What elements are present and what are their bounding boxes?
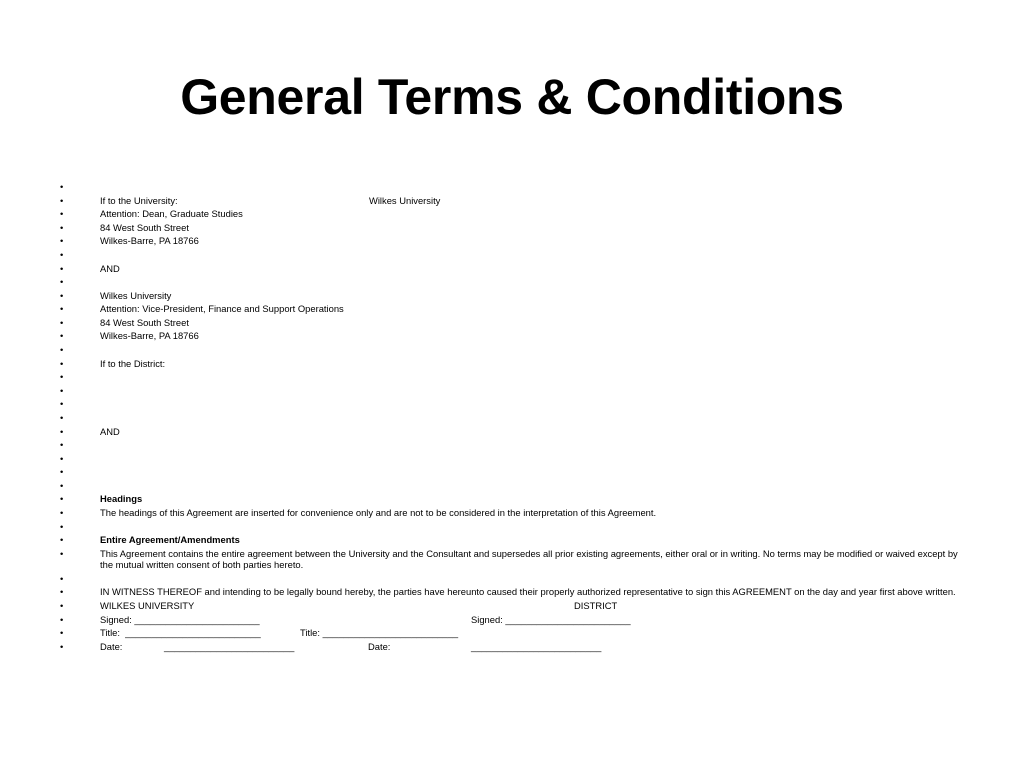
list-item-empty: •: [60, 344, 64, 356]
if-university-label: If to the University:: [100, 194, 178, 206]
university-name-2: Wilkes University: [100, 289, 172, 301]
list-item-street-1: • 84 West South Street: [60, 221, 189, 233]
list-item-empty: •: [60, 181, 64, 192]
list-item-and-1: • AND: [60, 262, 120, 274]
list-item-empty: •: [60, 371, 64, 383]
date-right-line: _________________________: [471, 640, 602, 652]
list-item-empty: •: [60, 466, 64, 478]
list-item-city-1: • Wilkes-Barre, PA 18766: [60, 235, 199, 247]
list-item-city-2: • Wilkes-Barre, PA 18766: [60, 330, 199, 342]
list-item-signed: • Signed: ________________________ Signed: ________________________: [60, 613, 631, 625]
list-item-date: • Date: _________________________ Date: _________________________: [60, 640, 602, 652]
list-item-entire-agreement-text: • This Agreement contains the entire agreement between the University and the Consultant and supersedes all prior existing agreements, either oral or in writing. No terms may be modified or waived except by the mutual written consent of both parties hereto.: [60, 547, 958, 571]
list-item-title: • Title: __________________________ Title: __________________________: [60, 627, 459, 639]
date-left-line: _________________________: [164, 640, 295, 652]
title-right: Title: __________________________: [300, 627, 459, 639]
list-item-empty: •: [60, 384, 64, 396]
list-item-entire-agreement-title: • Entire Agreement/Amendments: [60, 534, 240, 546]
city-address-2: Wilkes-Barre, PA 18766: [100, 330, 199, 342]
signed-right: Signed: ________________________: [471, 613, 631, 625]
terms-bullet-list: [60, 181, 960, 655]
and-separator-1: AND: [100, 262, 120, 274]
headings-heading: Headings: [100, 493, 143, 505]
list-item-parties: • WILKES UNIVERSITY DISTRICT: [60, 600, 618, 612]
signed-left: Signed: ________________________: [100, 613, 260, 625]
and-separator-2: AND: [100, 425, 120, 437]
list-item-empty: •: [60, 411, 64, 423]
list-item-if-district: • If to the District:: [60, 357, 166, 369]
list-item-street-2: • 84 West South Street: [60, 316, 189, 328]
if-district-label: If to the District:: [100, 357, 166, 369]
date-left-label: Date:: [100, 640, 123, 652]
list-item-empty: •: [60, 439, 64, 451]
witness-text: IN WITNESS THEREOF and intending to be legally bound hereby, the parties have hereunto caused their properly authorized representative to sign this AGREEMENT on the day and year first above written.: [100, 586, 956, 598]
party-left: WILKES UNIVERSITY: [100, 600, 195, 612]
list-item-empty: •: [60, 572, 64, 584]
headings-text: The headings of this Agreement are inserted for convenience only and are not to be considered in the interpretation of this Agreement.: [100, 507, 657, 519]
street-address-1: 84 West South Street: [100, 221, 189, 233]
list-item-empty: •: [60, 520, 64, 532]
entire-agreement-heading: Entire Agreement/Amendments: [100, 534, 240, 546]
entire-agreement-text: This Agreement contains the entire agreement between the University and the Consultant and supersedes all prior existing agreements, either oral or in writing. No terms may be modified or waived except by the mutual written consent of both parties hereto.: [100, 547, 958, 571]
list-item-university-2: • Wilkes University: [60, 289, 172, 301]
list-item-empty: •: [60, 248, 64, 260]
list-item-attention-vp: • Attention: Vice-President, Finance and Support Operations: [60, 303, 344, 315]
attention-dean: Attention: Dean, Graduate Studies: [100, 208, 243, 220]
list-item-headings-text: • The headings of this Agreement are inserted for convenience only and are not to be considered in the interpretation of this Agreement.: [60, 507, 657, 519]
list-item-empty: •: [60, 276, 64, 288]
slide-title: General Terms & Conditions: [180, 69, 844, 125]
university-name: Wilkes University: [369, 194, 441, 206]
list-item-headings-title: • Headings: [60, 493, 143, 505]
list-item-witness: • IN WITNESS THEREOF and intending to be legally bound hereby, the parties have hereunto caused their properly authorized representative to sign this AGREEMENT on the day and year first above written.: [60, 586, 956, 598]
list-item-empty: •: [60, 398, 64, 410]
party-right: DISTRICT: [574, 600, 618, 612]
title-left: Title: __________________________: [100, 627, 261, 639]
list-item-empty: •: [60, 479, 64, 491]
list-item-and-2: • AND: [60, 425, 120, 437]
attention-vp: Attention: Vice-President, Finance and Support Operations: [100, 303, 344, 315]
list-item-empty: •: [60, 452, 64, 464]
list-item-if-university: • If to the University: Wilkes University: [60, 194, 441, 206]
list-item-attention-dean: • Attention: Dean, Graduate Studies: [60, 208, 243, 220]
street-address-2: 84 West South Street: [100, 316, 189, 328]
city-address-1: Wilkes-Barre, PA 18766: [100, 235, 199, 247]
date-right-label: Date:: [368, 640, 391, 652]
